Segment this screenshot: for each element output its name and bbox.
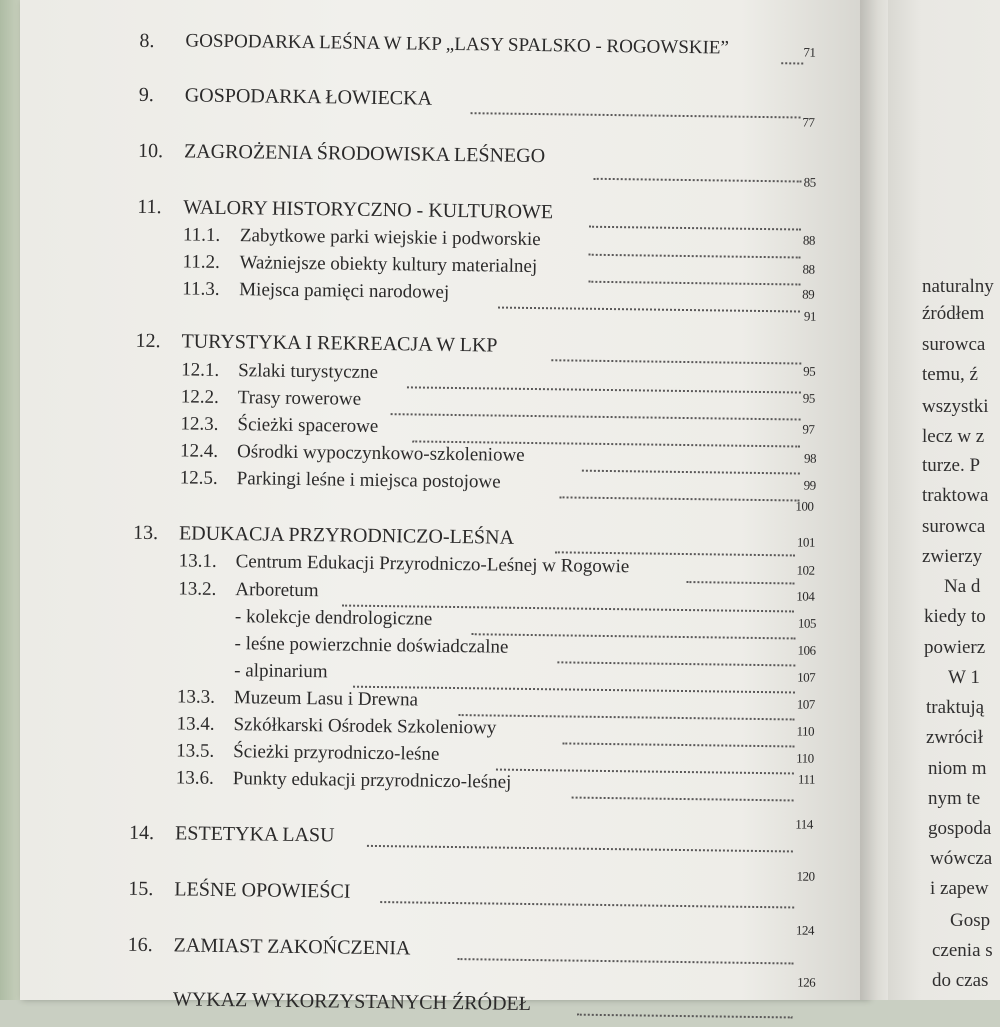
toc-page-number: 104 (796, 588, 815, 604)
right-page-line: lecz w z (922, 426, 985, 447)
toc-page-number: 100 (795, 498, 814, 514)
toc-title: Ośrodki wypoczynkowo-szkoleniowe (236, 441, 525, 466)
toc-title: Arboretum (235, 579, 319, 602)
toc-page-number: 120 (796, 868, 815, 884)
toc-title: ZAGROŻENIA ŚRODOWISKA LEŚNEGO (183, 140, 546, 168)
right-page-line: Na d (944, 576, 981, 597)
toc-page-number: 89 (802, 286, 815, 302)
right-page-line: turze. P (922, 455, 981, 476)
toc-page-number: 91 (803, 308, 817, 324)
toc-number: 9. (138, 83, 154, 107)
right-page-line: surowca (922, 516, 986, 537)
right-page-line: źródłem (922, 303, 985, 324)
right-page-line: naturalny (922, 276, 994, 297)
toc-leader-dots (555, 531, 795, 556)
toc-leader-dots (582, 450, 800, 475)
toc-leader-dots (459, 694, 795, 720)
toc-entry (0, 28, 860, 69)
right-page-line: surowca (922, 334, 986, 355)
right-page (888, 0, 1000, 1000)
toc-page-number: 98 (803, 450, 817, 466)
toc-leader-dots (557, 641, 795, 666)
toc-page-number: 107 (796, 696, 815, 712)
toc-entry (0, 816, 849, 861)
toc-page-number: 101 (796, 534, 816, 550)
toc-number: 13.2. (178, 578, 217, 600)
toc-title: Parkingi leśne i miejsca postojowe (236, 468, 501, 493)
toc-page-number: 102 (796, 562, 815, 578)
toc-number: 13. (132, 521, 159, 545)
toc-page-number: 110 (796, 750, 814, 766)
toc-number: 12.5. (179, 467, 218, 489)
toc-leader-dots (472, 613, 796, 639)
toc-title: LEŚNE OPOWIEŚCI (174, 878, 351, 903)
toc-page-number: 114 (795, 816, 813, 832)
toc-number: 8. (139, 29, 155, 53)
toc-page-number: 85 (803, 174, 816, 190)
toc-page-number: 106 (797, 642, 816, 658)
toc-title: Punkty edukacji przyrodniczo-leśnej (232, 768, 512, 793)
toc-leader-dots (589, 206, 801, 231)
right-page-line: do czas (932, 970, 989, 991)
toc-number: 15. (128, 877, 154, 901)
right-page-line: zwierzy (922, 546, 983, 567)
right-page-line: gospoda (928, 818, 992, 839)
toc-number: 12.2. (180, 386, 219, 408)
toc-title: ZAMIAST ZAKOŃCZENIA (173, 934, 411, 960)
right-page-line: wówcza (930, 848, 993, 869)
toc-page-number: 110 (796, 723, 815, 739)
right-page-line: powierz (924, 637, 986, 658)
toc-number: 12. (135, 329, 161, 353)
right-page-line: temu, ź (922, 364, 978, 385)
toc-number: 12.4. (179, 440, 219, 462)
toc-leader-dots (367, 825, 793, 853)
toc-subitem-title: - alpinarium (234, 660, 328, 683)
toc-subitem-title: - leśne powierzchnie doświadczalne (234, 633, 509, 658)
toc-number: 13.3. (176, 686, 216, 708)
toc-page-number: 88 (802, 232, 816, 248)
right-page-line: nym te (928, 788, 981, 809)
toc-number: 13.1. (178, 550, 217, 572)
toc-entry (0, 974, 847, 1027)
toc-page-number: 71 (803, 44, 816, 60)
toc-page-number: 111 (797, 771, 816, 787)
toc-entry (0, 82, 859, 130)
toc-leader-dots (589, 234, 801, 259)
toc-page-number: 95 (802, 390, 815, 406)
toc-entry (0, 922, 848, 973)
toc-title: WALORY HISTORYCZNO - KULTUROWE (183, 196, 554, 224)
toc-number: 13.5. (176, 740, 215, 762)
right-page-line: i zapew (930, 878, 989, 899)
toc-number: 12.3. (180, 413, 219, 435)
toc-title: WYKAZ WYKORZYSTANYCH ŹRÓDEŁ (172, 988, 532, 1016)
toc-title: Trasy rowerowe (237, 387, 362, 410)
toc-title: ESTETYKA LASU (174, 822, 335, 847)
toc-number: 11.3. (182, 278, 220, 300)
toc-leader-dots (686, 561, 794, 584)
toc-title: GOSPODARKA ŁOWIECKA (184, 84, 433, 110)
toc-leader-dots (562, 722, 794, 747)
right-page-line: czenia s (932, 940, 993, 961)
toc-entry (0, 138, 858, 190)
toc-number: 13.4. (176, 713, 215, 735)
toc-title: Szkółkarski Ośrodek Szkoleniowy (233, 714, 497, 739)
toc-leader-dots (380, 881, 794, 908)
toc-title: Miejsca pamięci narodowej (239, 279, 450, 303)
toc-leader-dots (457, 938, 793, 964)
toc-leader-dots (471, 92, 801, 118)
toc-title: Centrum Edukacji Przyrodniczo-Leśnej w Rogowie (235, 551, 630, 578)
toc-number: 11. (137, 195, 162, 219)
right-page-line: Gosp (950, 910, 991, 931)
toc-title: Zabytkowe parki wiejskie i podworskie (239, 225, 541, 251)
right-page-line: kiedy to (924, 606, 986, 627)
right-page-line: zwrócił (926, 727, 983, 748)
toc-number: 11.2. (182, 251, 221, 273)
toc-subitem-title: - kolekcje dendrologiczne (234, 606, 433, 630)
toc-entry (0, 868, 848, 917)
toc-title: EDUKACJA PRZYRODNICZO-LEŚNA (178, 522, 515, 549)
toc-number: 13.6. (175, 767, 214, 789)
toc-leader-dots (577, 994, 793, 1019)
toc-title: Ścieżki spacerowe (237, 414, 379, 437)
toc-page-number: 88 (802, 261, 815, 277)
toc-page-number: 95 (803, 363, 816, 379)
toc-title: Ścieżki przyrodniczo-leśne (233, 741, 440, 765)
toc-title: Muzeum Lasu i Drewna (233, 687, 419, 711)
toc-page-number: 97 (802, 421, 815, 437)
toc-page-number: 126 (797, 974, 816, 990)
toc-number: 12.1. (181, 359, 220, 381)
toc-number: 11.1. (182, 224, 221, 246)
toc-page-number: 107 (797, 669, 816, 685)
right-page-line: W 1 (948, 667, 980, 688)
right-page-line: niom m (928, 758, 987, 779)
toc-title: TURYSTYKA I REKREACJA W LKP (181, 330, 498, 357)
toc-number: 10. (137, 139, 164, 163)
toc-page-number: 105 (797, 615, 817, 631)
toc-title: GOSPODARKA LEŚNA W LKP „LASY SPALSKO - ROGOWSKIE” (185, 30, 730, 59)
toc-leader-dots (551, 339, 801, 364)
toc-leader-dots (781, 42, 803, 64)
toc-title: Ważniejsze obiekty kultury materialnej (239, 252, 538, 278)
book-gutter (860, 0, 890, 1000)
right-page-line: traktują (926, 697, 985, 718)
toc-number: 16. (127, 933, 153, 957)
toc-leader-dots (496, 749, 794, 775)
toc-number: 14. (128, 821, 155, 845)
toc-title: Szlaki turystyczne (238, 360, 379, 383)
toc-page-number: 77 (802, 114, 815, 130)
toc-leader-dots (594, 158, 802, 183)
right-page-line: wszystki (922, 396, 989, 417)
right-page-line: traktowa (922, 485, 989, 506)
toc-page-number: 124 (795, 922, 814, 938)
toc-leader-dots (572, 777, 794, 802)
toc-leader-dots (588, 261, 800, 286)
toc-page-number: 99 (803, 477, 816, 493)
